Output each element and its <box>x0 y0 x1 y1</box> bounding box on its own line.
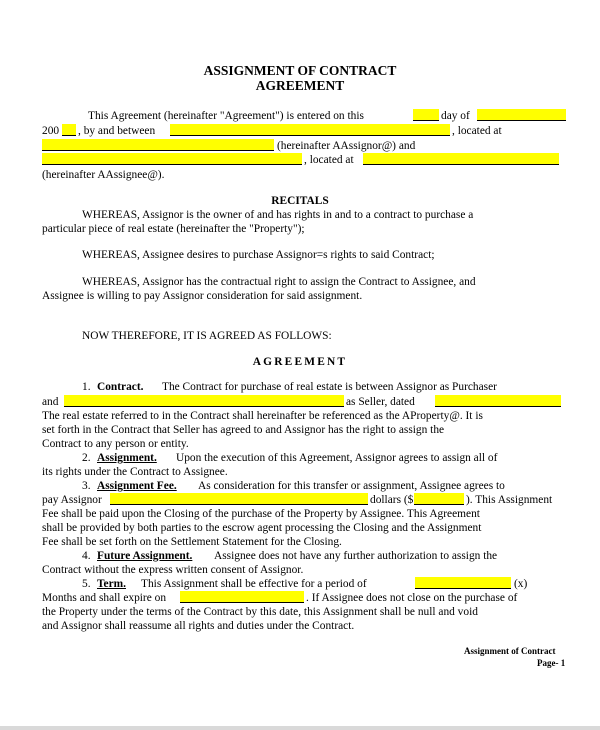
clause-3-pay-text: pay Assignor <box>42 494 102 506</box>
clause-3-line1: As consideration for this transfer or assignment, Assignee agrees to <box>198 480 505 492</box>
intro-year-prefix: 200 <box>42 125 60 137</box>
document-title-line2: AGREEMENT <box>255 78 345 93</box>
recital-3-line1: WHEREAS, Assignor has the contractual right to assign the Contract to Assignee, and <box>82 276 476 288</box>
clause-5-title: Term. <box>97 578 126 590</box>
clause-1-line5: Contract to any person or entity. <box>42 438 189 450</box>
intro-assignor-label: (hereinafter AAssignor@) and <box>277 140 416 152</box>
assignor-name-field[interactable] <box>170 124 450 136</box>
recital-1-line1: WHEREAS, Assignor is the owner of and has rights in and to a contract to purchase a <box>82 209 474 221</box>
clause-2-line2: its rights under the Contract to Assignee. <box>42 466 228 478</box>
fee-words-field[interactable] <box>110 493 368 505</box>
recital-2: WHEREAS, Assignee desires to purchase Assignor=s rights to said Contract; <box>82 249 435 261</box>
clause-5-line4: and Assignor shall reassume all rights and duties under the Contract. <box>42 620 355 632</box>
intro-located-at-text: , located at <box>452 125 502 137</box>
month-field[interactable] <box>477 109 566 121</box>
clause-5-close-text: . If Assignee does not close on the purchase of <box>306 592 518 604</box>
clause-3-line3: Fee shall be paid upon the Closing of the purchase of the Property by Assignee. This Agreement <box>42 508 480 520</box>
seller-name-field[interactable] <box>64 395 344 407</box>
recital-1-line2: particular piece of real estate (hereinafter the "Property"); <box>42 223 305 235</box>
clause-3-dollars-text: dollars ($ <box>370 494 414 506</box>
intro-line1-text: This Agreement (hereinafter "Agreement") is entered on this <box>88 110 364 122</box>
clause-5-months-text: Months and shall expire on <box>42 592 167 604</box>
expiration-date-field[interactable] <box>180 591 304 603</box>
intro-assignee-label: (hereinafter AAssignee@). <box>42 169 165 181</box>
footer-document-title: Assignment of Contract <box>464 646 556 656</box>
fee-amount-field[interactable] <box>414 493 464 505</box>
clause-1-line4: set forth in the Contract that Seller has agreed to and Assignor has the right to assign the <box>42 424 445 436</box>
contract-date-field[interactable] <box>435 395 561 407</box>
clause-4-title: Future Assignment. <box>97 550 193 562</box>
clause-3-number: 3. <box>82 480 91 492</box>
day-field[interactable] <box>413 109 439 121</box>
clause-1-title: Contract. <box>97 381 144 393</box>
clause-5-x-text: (x) <box>514 578 528 590</box>
clause-1-number: 1. <box>82 381 91 393</box>
term-period-field[interactable] <box>415 577 511 589</box>
clause-5-number: 5. <box>82 578 91 590</box>
clause-1-and-text: and <box>42 396 59 408</box>
clause-3-title: Assignment Fee. <box>97 480 177 492</box>
therefore-statement: NOW THEREFORE, IT IS AGREED AS FOLLOWS: <box>82 330 332 342</box>
clause-3-line4: shall be provided by both parties to the escrow agent processing the Closing and the Assignment <box>42 522 482 534</box>
clause-2-number: 2. <box>82 452 91 464</box>
clause-4-line2: Contract without the express written consent of Assignor. <box>42 564 304 576</box>
recital-3-line2: Assignee is willing to pay Assignor consideration for said assignment. <box>42 290 363 302</box>
agreement-heading: AGREEMENT <box>252 356 348 368</box>
clause-1-line1: The Contract for purchase of real estate is between Assignor as Purchaser <box>162 381 497 393</box>
clause-5-line1: This Assignment shall be effective for a period of <box>141 578 367 590</box>
intro-located-at-text-2: , located at <box>304 154 354 166</box>
intro-by-and-between-text: , by and between <box>78 125 156 137</box>
clause-3-assignment-text: ). This Assignment <box>466 494 553 506</box>
recitals-heading: RECITALS <box>271 195 329 207</box>
clause-3-line5: Fee shall be set forth on the Settlement Statement for the Closing. <box>42 536 342 548</box>
footer-page-number: Page- 1 <box>537 658 566 668</box>
clause-5-line3: the Property under the terms of the Contract by this date, this Assignment shall be null and void <box>42 606 478 618</box>
assignee-address-field[interactable] <box>363 153 559 165</box>
intro-day-of-text: day of <box>441 110 470 122</box>
clause-1-line3: The real estate referred to in the Contract shall hereinafter be referenced as the AProperty@. It is <box>42 410 483 422</box>
clause-1-seller-text: as Seller, dated <box>346 396 415 408</box>
assignor-address-field[interactable] <box>42 139 274 151</box>
document-title-line1: ASSIGNMENT OF CONTRACT <box>203 63 397 78</box>
clause-2-title: Assignment. <box>97 452 157 464</box>
clause-4-line1: Assignee does not have any further authorization to assign the <box>214 550 498 562</box>
year-field[interactable] <box>62 124 76 136</box>
clause-2-line1: Upon the execution of this Agreement, Assignor agrees to assign all of <box>176 452 498 464</box>
page-bottom-edge <box>0 726 600 730</box>
assignee-name-field[interactable] <box>42 153 302 165</box>
clause-4-number: 4. <box>82 550 91 562</box>
